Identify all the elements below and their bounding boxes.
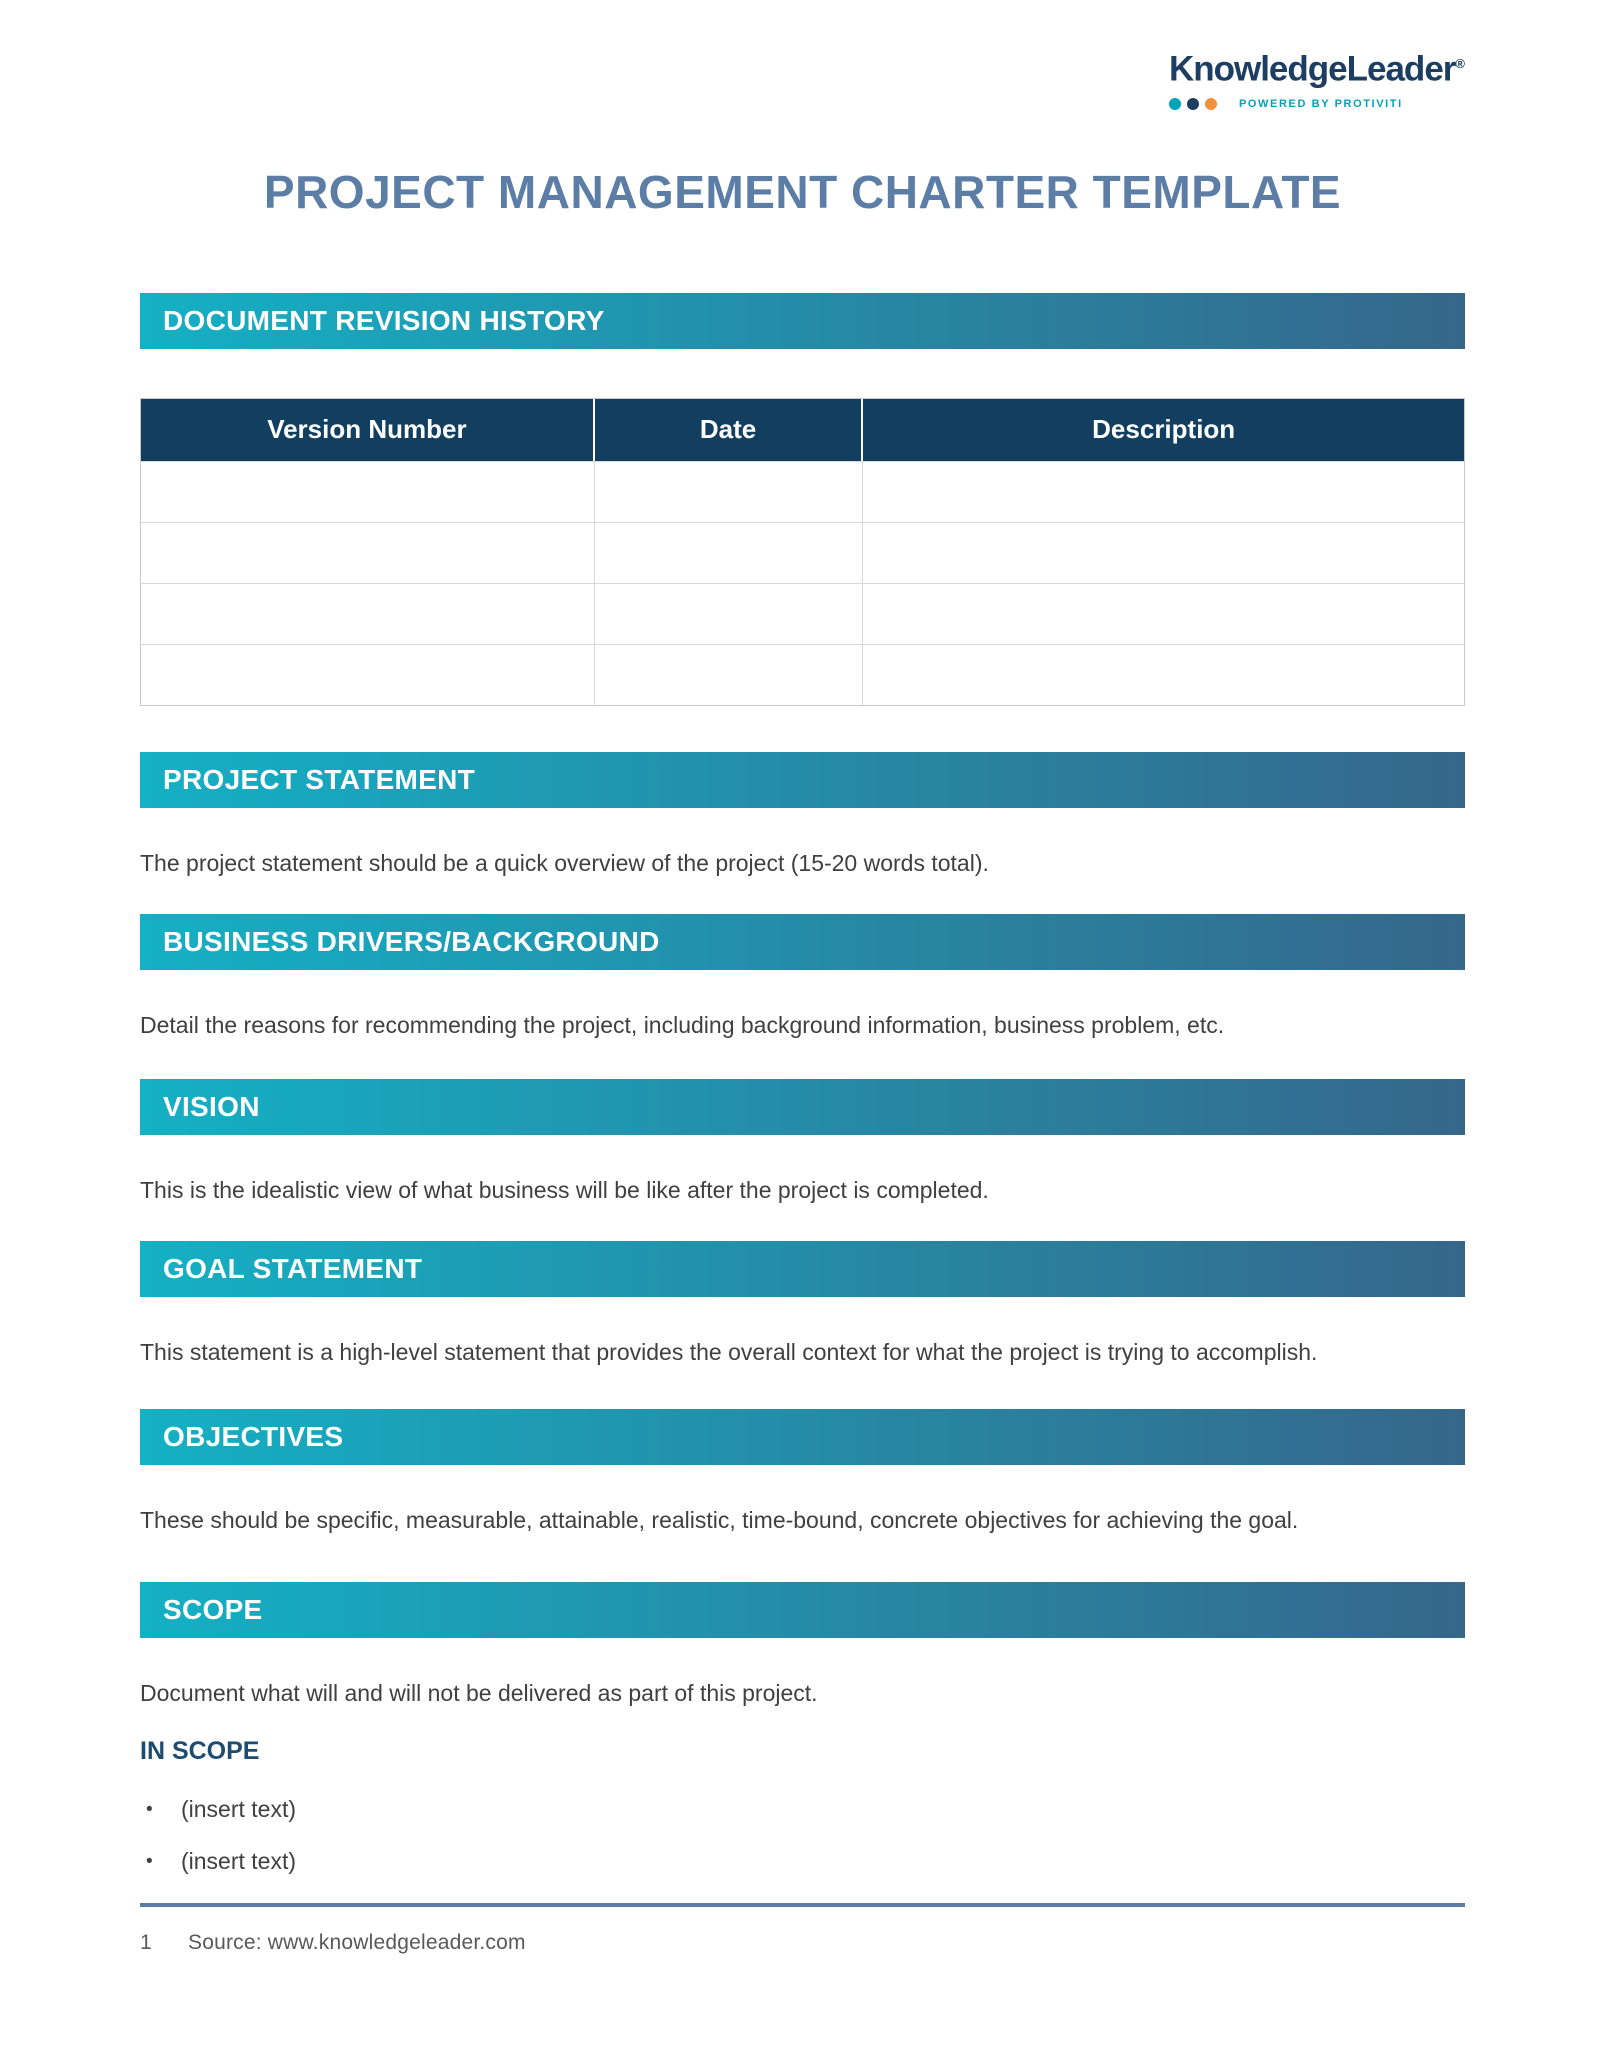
table-cell[interactable] (863, 583, 1464, 644)
column-header-description: Description (863, 399, 1464, 461)
footer (140, 1931, 1465, 1955)
page-number: 1 (140, 1930, 152, 1954)
section-header-project-statement: PROJECT STATEMENT (140, 752, 1465, 808)
bullet-text: (insert text) (181, 1795, 297, 1822)
section-header-vision: VISION (140, 1079, 1465, 1135)
registered-mark: ® (1455, 56, 1465, 71)
in-scope-bullet-list (140, 1794, 1465, 1877)
section-header-goal-statement: GOAL STATEMENT (140, 1241, 1465, 1297)
table-cell[interactable] (141, 583, 595, 644)
brand-dot-orange-icon (1205, 98, 1217, 110)
section-header-objectives: OBJECTIVES (140, 1409, 1465, 1465)
section-header-document-revision-history: DOCUMENT REVISION HISTORY (140, 293, 1465, 349)
table-cell[interactable] (141, 461, 595, 522)
table-cell[interactable] (141, 522, 595, 583)
bullet-icon: • (146, 1798, 153, 1820)
business-drivers-text: Detail the reasons for recommending the project, including background information, business problem, etc. (140, 1011, 1225, 1038)
brand-dot-navy-icon (1187, 98, 1199, 110)
footer-divider (140, 1903, 1465, 1907)
table-cell[interactable] (863, 644, 1464, 705)
table-cell[interactable] (595, 583, 864, 644)
scope-text: Document what will and will not be delivered as part of this project. (140, 1679, 818, 1706)
table-row (141, 583, 1464, 644)
project-statement-text: The project statement should be a quick overview of the project (15-20 words total). (140, 849, 989, 876)
table-cell[interactable] (595, 522, 864, 583)
in-scope-subheading: IN SCOPE (140, 1736, 260, 1765)
list-item (140, 1846, 1465, 1877)
objectives-text: These should be specific, measurable, attainable, realistic, time-bound, concrete objectives for achieving the goal. (140, 1506, 1299, 1533)
section-header-business-drivers: BUSINESS DRIVERS/BACKGROUND (140, 914, 1465, 970)
powered-by-tagline: POWERED BY PROTIVITI (1238, 97, 1403, 110)
table-cell[interactable] (863, 461, 1464, 522)
column-header-version-number: Version Number (141, 399, 595, 461)
list-item (140, 1794, 1465, 1825)
table-header-row (141, 399, 1464, 461)
table-row (141, 522, 1464, 583)
tagline-row (1169, 98, 1465, 110)
goal-statement-text: This statement is a high-level statement that provides the overall context for what the project is trying to accomplish. (140, 1338, 1318, 1365)
page-title: PROJECT MANAGEMENT CHARTER TEMPLATE (263, 165, 1342, 218)
source-text: Source: www.knowledgeleader.com (188, 1930, 526, 1954)
table-cell[interactable] (141, 644, 595, 705)
logo-area (140, 0, 1465, 110)
table-body (141, 461, 1464, 705)
brand-name (1169, 44, 1465, 90)
brand-text: KnowledgeLeader (1168, 49, 1456, 89)
revision-history-table (140, 398, 1465, 706)
column-header-date: Date (595, 399, 864, 461)
vision-text: This is the idealistic view of what business will be like after the project is completed. (140, 1176, 989, 1203)
knowledgeleader-logo (1169, 44, 1465, 110)
table-row (141, 461, 1464, 522)
brand-dot-teal-icon (1169, 98, 1181, 110)
table-row (141, 644, 1464, 705)
section-header-scope: SCOPE (140, 1582, 1465, 1638)
table-cell[interactable] (863, 522, 1464, 583)
table-cell[interactable] (595, 461, 864, 522)
table-cell[interactable] (595, 644, 864, 705)
bullet-icon: • (146, 1850, 153, 1872)
bullet-text: (insert text) (181, 1847, 297, 1874)
